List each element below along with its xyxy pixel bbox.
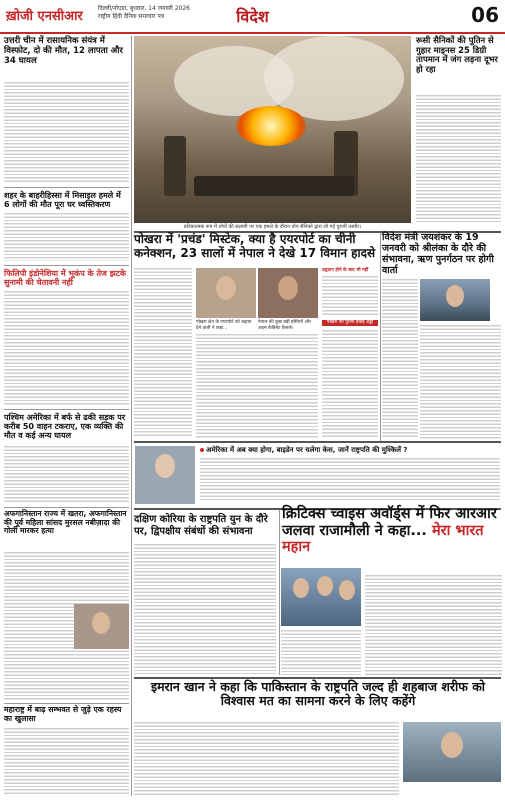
story-body-text (365, 575, 502, 675)
person-face (446, 285, 464, 307)
photo-caption: प्रतिकात्मक रूप में तोपों की सलामी पर एक हमले के दौरान तोप सैनिकों द्वारा ली गई पुरानी तस्वीर। (183, 224, 362, 230)
column-divider (131, 36, 132, 796)
story-body-text (134, 722, 399, 796)
person-face (278, 276, 298, 300)
story-body-text (4, 291, 129, 406)
brand-logo: ख़ोजी एनसीआर (6, 9, 83, 24)
story-afghan-mp[interactable] (4, 510, 129, 536)
story-body-text (281, 630, 361, 675)
story-title-korea[interactable]: दक्षिण कोरिया के राष्ट्रपति युन के दौरे पर, द्विपक्षीय संबंधों की संभावना (134, 514, 268, 537)
person-face (441, 732, 463, 758)
story-body-text (4, 728, 129, 796)
story-title[interactable]: फिलिपी इंडोनेशिया में भूकंप के तेज झटके सुनामी की चेतावनी नहीं (4, 269, 126, 288)
column-divider (380, 233, 381, 441)
person-face (155, 454, 175, 478)
divider (4, 409, 129, 410)
story-russia-soldiers[interactable] (416, 36, 501, 75)
page-number: 06 (471, 3, 499, 27)
jaishankar-photo (420, 279, 490, 321)
person-face (216, 276, 236, 300)
story-body-text (134, 268, 192, 438)
award-photo (281, 568, 361, 626)
divider (134, 441, 501, 443)
story-body-text (4, 446, 129, 504)
date-text: दिल्ली/नोएडा, बुधवार, 14 जनवरी 2026 (98, 5, 190, 12)
divider (4, 265, 129, 266)
divider (4, 507, 129, 508)
story-chemical-plant[interactable] (4, 37, 129, 66)
story-body-text (420, 325, 501, 439)
artillery-gun (194, 176, 354, 196)
person-face (317, 576, 333, 596)
section-title: विदेश (236, 7, 269, 26)
story-body-text (382, 279, 418, 439)
story-body-text (416, 95, 501, 223)
story-photo-right (258, 268, 318, 318)
person-face (92, 612, 110, 634)
story-title[interactable]: महाराष्ट्र में बाढ़ सम्भवत से जुड़े एक रहस्य का खुलासा (4, 705, 122, 723)
soldier-figure (164, 136, 186, 196)
story-title-jaishankar[interactable]: विदेश मंत्री जयशंकर के 19 जनवरी को श्रीलंका के दौरे की संभावना, ऋण पुनर्गठन पर होगी वार्ता (382, 232, 494, 276)
bullet-icon (200, 448, 204, 452)
story-title-nepal[interactable]: पोखरा में 'प्रचंड' मिस्टेक, क्या है एयरपोर्ट का चीनी कनेक्शन, 23 सालों में नेपाल ने देखे 17 विमान हादसे (134, 232, 376, 260)
edition-text: राष्ट्रीय हिंदी दैनिक समाचार पत्र (98, 13, 165, 20)
story-photo-left (196, 268, 256, 318)
masthead (0, 0, 505, 34)
imran-photo (403, 722, 501, 782)
story-body-text (200, 458, 500, 502)
story-body-text (322, 330, 378, 438)
side-subtitle: उद्घाटन होने के बाद भी नहीं (322, 268, 369, 273)
story-body-text (4, 213, 129, 261)
story-body-text (4, 82, 129, 184)
story-title-text: क्रिटिक्स च्वाइस अवॉर्ड्स में फिर आरआर जलवा राजामौली ने कहा... मेरा भारत महान (282, 506, 497, 556)
story-title-us[interactable] (200, 446, 500, 454)
story-title-imran[interactable]: इमरान खान ने कहा कि पाकिस्तान के राष्ट्रपति जल्द ही शहबाज शरीफ को विश्वास मत का सामना करने के लिए कहेंगे (150, 679, 486, 709)
story-title[interactable]: उत्तरी चीन में रासायनिक संयंत्र में विस्फोट, दो की मौत, 12 लापता और 34 घायल (4, 36, 123, 66)
story-body-text (196, 334, 318, 438)
muzzle-flash (236, 106, 306, 146)
story-maharashtra[interactable] (4, 706, 129, 724)
photo-caption: पोखरा क्षेत्र के एयरपोर्ट को बढ़ावा देने वाली ने कहा... (196, 320, 252, 331)
headline-highlight: मेरा भारत महान (282, 522, 484, 556)
story-title[interactable]: रूसी सैनिकों की पुतिन से गुहार माइनस 25 डिग्री तापमान में जंग लड़ना दूभर हो रहा (416, 35, 498, 74)
person-face (293, 578, 309, 598)
story-earthquake[interactable] (4, 269, 129, 287)
story-photo (74, 604, 129, 649)
photo-caption: नेपाल की कुछ बड़ी हस्तियाँ और अहम कैबिनेट फ़ैसले। (258, 320, 311, 331)
person-face (339, 580, 355, 600)
hero-photo (134, 36, 411, 223)
story-body-text (134, 544, 276, 674)
story-body-text (322, 276, 378, 316)
story-title[interactable]: शहर के बाहरीहिस्सा में मिसाइल हमले में 6 लोगों की मौत पूरा घर ध्वस्तिकरण (4, 191, 121, 210)
divider (4, 703, 129, 704)
biden-photo (135, 446, 195, 504)
column-divider (279, 510, 280, 675)
story-title[interactable]: अफगानिस्तान राज्य में खतरा, अफगानिस्तान की पूर्व महिला सांसद मुरसल नबीज़ादा की गोली मारकर हत्या (4, 509, 127, 536)
side-box-title: पोखरा का पुराना हवाई अड्डा (322, 320, 378, 326)
story-title-critics[interactable] (282, 506, 502, 556)
divider (4, 187, 129, 188)
story-title[interactable]: पश्चिम अमेरिका में बर्फ से ढकी सड़क पर करीब 50 वाहन टकराए, एक व्यक्ति की मौत व कई अन्य घायल (4, 413, 126, 441)
story-snow-crash[interactable] (4, 413, 129, 441)
story-title-text: अमेरिका में अब क्या होगा, बाइडेन पर चलेगा केस, जानें राष्ट्रपति की मुश्किलें ? (206, 446, 408, 454)
story-missile-attack[interactable] (4, 191, 129, 209)
